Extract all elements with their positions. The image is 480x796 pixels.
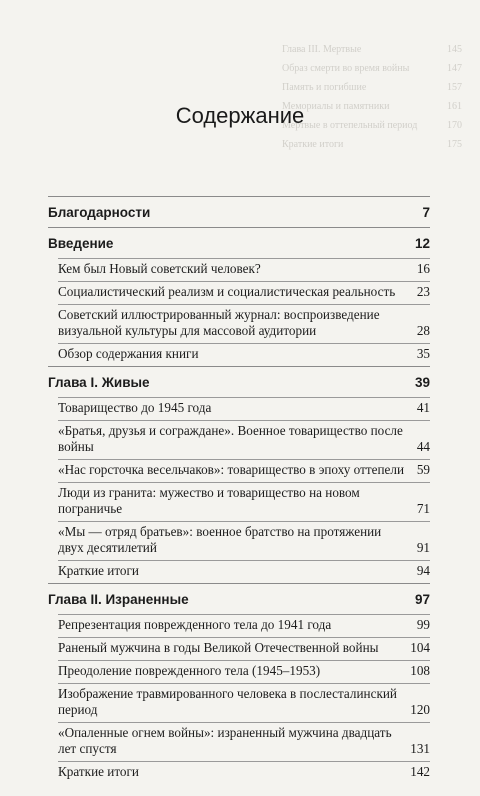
bleed-line: Мертвые в оттепельный период 170 (282, 120, 462, 131)
toc-entry[interactable] (48, 584, 430, 614)
toc-subentry[interactable] (58, 397, 430, 420)
toc-subentry-title: Обзор содержания книги (58, 346, 199, 361)
toc-entry-page: 7 (422, 205, 430, 220)
toc-entry[interactable] (48, 367, 430, 397)
toc-subentry-page: 120 (410, 702, 430, 717)
toc-subentry[interactable] (58, 521, 430, 560)
toc-subentry-page: 28 (416, 323, 430, 338)
toc-subentry-page: 94 (416, 563, 430, 578)
toc-subentry-page: 23 (416, 284, 430, 299)
bleed-line: Память и погибшие 157 (282, 82, 462, 93)
toc-entry-title: Глава I. Живые (48, 375, 150, 390)
toc-subentry-title: Краткие итоги (58, 563, 139, 578)
toc-subentry-page: 108 (410, 663, 430, 678)
toc-subentry-title: «Братья, друзья и сограждане». Военное товарищество после войны (58, 423, 403, 454)
toc-subentry-title: «Мы — отряд братьев»: военное братство на протяжении двух десятилетий (58, 524, 382, 555)
toc-section-introduction (48, 227, 430, 366)
page-title: Содержание (175, 103, 305, 128)
toc-subentry[interactable] (58, 560, 430, 583)
toc-subentry[interactable] (58, 722, 430, 761)
toc-entry-page: 97 (414, 592, 430, 607)
toc-entry[interactable] (48, 228, 430, 258)
toc-subentry-title: Раненый мужчина в годы Великой Отечественной войны (58, 640, 379, 655)
toc-subentry-title: Репрезентация поврежденного тела до 1941 года (58, 617, 332, 632)
bleed-line: Мемориалы и памятники 161 (282, 101, 462, 112)
toc-entry-title: Благодарности (48, 205, 151, 220)
toc-subentry-title: Кем был Новый советский человек? (58, 261, 261, 276)
toc-section-acknowledgements (48, 196, 430, 227)
toc-subentry[interactable] (58, 304, 430, 343)
toc-subentry[interactable] (58, 482, 430, 521)
toc-subentry[interactable] (58, 683, 430, 722)
toc-entry-title: Глава II. Израненные (48, 592, 189, 607)
toc-subentry-page: 131 (410, 741, 430, 756)
toc-subentry-title: Советский иллюстрированный журнал: воспроизведение визуальной культуры для массовой аудитории (58, 307, 380, 338)
toc-subentry-page: 142 (410, 764, 430, 779)
toc-subentry-title: Краткие итоги (58, 764, 139, 779)
toc-subentry-title: «Нас горсточка весельчаков»: товарищество в эпоху оттепели (58, 462, 405, 477)
toc-subentry-title: Социалистический реализм и социалистическая реальность (58, 284, 396, 299)
toc-subentry[interactable] (58, 637, 430, 660)
toc-subentry[interactable] (58, 420, 430, 459)
toc-section-chapter-2 (48, 583, 430, 784)
toc-subentry-page: 41 (416, 400, 430, 415)
toc-subentry-page: 71 (416, 501, 430, 516)
toc-subentry-title: Изображение травмированного человека в послесталинский период (58, 686, 397, 717)
bleed-line: Образ смерти во время войны 147 (282, 63, 462, 74)
toc-subentry-page: 99 (416, 617, 430, 632)
table-of-contents (48, 196, 430, 784)
toc-subentry-page: 16 (416, 261, 430, 276)
toc-entry[interactable] (48, 197, 430, 227)
toc-subentry[interactable] (58, 660, 430, 683)
toc-entry-title: Введение (48, 236, 114, 251)
toc-subentry[interactable] (58, 614, 430, 637)
bleed-through-text (282, 40, 462, 154)
bleed-line: Краткие итоги 175 (282, 139, 462, 150)
bleed-line: Глава III. Мертвые 145 (282, 44, 462, 55)
toc-subentry-page: 91 (416, 540, 430, 555)
toc-subentry-page: 44 (416, 439, 430, 454)
toc-section-chapter-1 (48, 366, 430, 583)
toc-subentry-title: Товарищество до 1945 года (58, 400, 212, 415)
toc-subentry[interactable] (58, 761, 430, 784)
toc-subentry[interactable] (58, 281, 430, 304)
toc-entry-page: 39 (414, 375, 430, 390)
toc-subentry-page: 35 (416, 346, 430, 361)
toc-subentry-page: 59 (416, 462, 430, 477)
toc-subentry-title: Преодоление поврежденного тела (1945–1953) (58, 663, 321, 678)
toc-subentry[interactable] (58, 258, 430, 281)
toc-subentry-title: Люди из гранита: мужество и товарищество на новом пограничье (58, 485, 360, 516)
toc-subentry[interactable] (58, 459, 430, 482)
toc-subentry-title: «Опаленные огнем войны»: израненный мужчина двадцать лет спустя (58, 725, 392, 756)
toc-subentry[interactable] (58, 343, 430, 366)
toc-entry-page: 12 (414, 236, 430, 251)
toc-subentry-page: 104 (410, 640, 430, 655)
